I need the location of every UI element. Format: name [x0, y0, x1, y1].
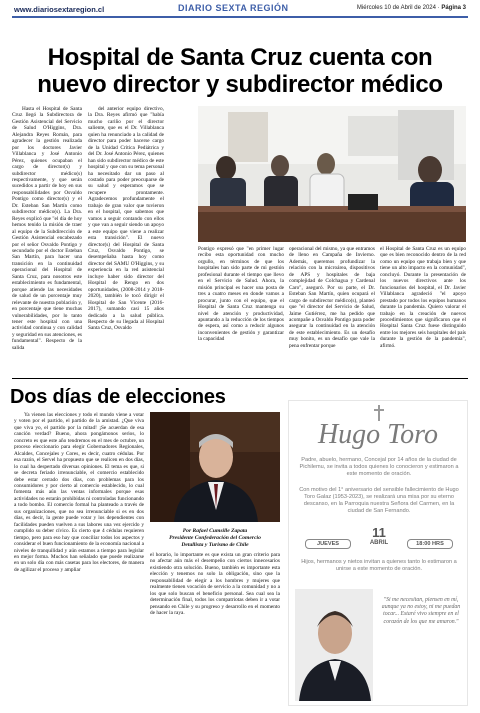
mass-weekday: JUEVES — [305, 539, 351, 549]
paper-name: DIARIO SEXTA REGIÓN — [178, 3, 289, 13]
mass-month: ABRIL — [369, 540, 389, 546]
section-divider — [12, 378, 468, 379]
article1-column-3: Pontigo expresó que "en primer lugar recibo esta oportunidad con mucho orgullo, en términos de que los hospitales han sido parte de mi gestión profesional durante el tiempo que llevo en el Servicio de Salud. Ahora, la misión principal es hacer una posta de tres a cuatro meses en donde vamos a procurar, junto con el equipo, que el Hospital de Santa Cruz mantenga su nivel de atención y productividad, apuntando a la reducción de los tiempos de espera, así como a reducir algunos inconvenientes de gestión y garantizar la capacidad — [198, 246, 284, 343]
article1-column-5: el Hospital de Santa Cruz es un equipo que es bien reconocido dentro de la red como un equipo que trabaja bien y que tiene un alto impacto en la comunidad", concluyó. Durante la presentación de los nuevos directivos ante los funcionarios del hospital, el Dr. Javier Villablanca agradeció "el apoyo prestado por todos los equipos humanos durante la pandemia. Quiero valorar el trabajo en la creación de nuevos procedimientos que significaron que el Hospital Santa Cruz fuese distinguido entre los mejores seis hospitales del país durante la gestión de la pandemia", afirmó. — [380, 246, 466, 349]
author-caption — [150, 528, 280, 549]
author-photo — [150, 412, 280, 522]
header-rule — [12, 16, 468, 18]
author-name: Por Rafael Cumsille Zapata — [182, 528, 248, 534]
article1-headline-line2: nuevo director y subdirector médico — [37, 71, 443, 98]
obituary-name: Hugo Toro — [317, 419, 439, 450]
author-title-1: Presidente Confederación del Comercio — [169, 535, 261, 541]
article1-headline-line1: Hospital de Santa Cruz cuenta con — [47, 44, 433, 71]
site-url[interactable]: www.diariosextaregion.cl — [14, 5, 105, 14]
obituary-closing: Hijos, hermanos y nietos invitan a quienes tanto lo estimaron a unirse a este momento de oración. — [301, 559, 457, 572]
deceased-photo — [295, 589, 373, 701]
issue-date: Miércoles 10 de Abril de 2024 · Página 3 — [356, 5, 466, 11]
author-title-2: Detallista y Turismo de Chile — [181, 542, 249, 548]
obituary-mass-notice: Con motivo del 1° aniversario del sensible fallecimiento de Hugo Toro Galaz (1953-2023), se realizará una misa por su eterno descanso, en la Parroquia nuestra Señora del Carmen, en la ciudad de San Fernando. — [299, 487, 459, 514]
meeting-photo — [198, 106, 466, 242]
article1-column-1: Hasta el Hospital de Santa Cruz llegó la Subdirectora de Gestión Asistencial del Servicio de Salud O'Higgins, Dra. Alejandra Reyes Román, para agradecer la gestión realizada por los doctores Javier Villablanca y José Antonio Pérez, quienes ocupaban el cargo de director(s) y subdirector médico(s) respectivamente, y que serán sucedidos a partir de hoy en sus responsabilidades por Osvaldo Pontigo como director(s) y el Dr. Esteban San Martín como subdirector médico(s). La Dra. Reyes explicó que "el día de hoy hemos tenido la misión de traer al equipo de la Subdirección de Gestión Asistencial encabezado por el señor Osvaldo Pontigo y secundado por el doctor Esteban San Martín, para hacer una transición en la continuidad operacional del Hospital de Santa Cruz, para nosotros este establecimiento es fundamental, porque atiende las necesidades de salud de un porcentaje muy relevante de nuestra población y, en porcentaje que tiene muchas vulnerabilidades, por lo tanto tener este hospital con una actividad continua y con calidad y seguridad en sus atenciones, es fundamental". Respecto de la salida — [12, 106, 82, 351]
article1-column-2: del anterior equipo directivo, la Dra. Reyes afirmó que "había mucho cariño por el director saliente, que es el Dr. Villablanca quien ha renunciado a la calidad de director para poder hacerse cargo de la Unidad Crítica Pediátrica y del Dr. José Antonio Pérez, quienes han sido subdirector médico de este hospital y que con su tema personal ha necesitado dar un paso al costado para poder preocuparse de su salud y esperamos que se recupere prontamente. Agradecemos profundamente el trabajo de gran valor que tuvieron en el hospital, que sabemos que vamos a seguir contando con ellos y que van a seguir siendo un apoyo a este equipo que viene a realizar esta transición". El nuevo director(s) del Hospital de Santa Cruz, Osvaldo Pontigo, se desempeñaba hasta hoy como director del SAMU O'Higgins, y su experiencia en la red asistencial incluye haber sido director del Hospital de Rengo en dos oportunidades, (2008-2014 y 2018-2020), también le tocó dirigir el Hospital de San Vicente (2016-2017), sumando casi 15 años dedicado a la salud pública. Respecto de su llegada al Hospital Santa Cruz, Osvaldo — [88, 106, 164, 332]
mass-schedule — [297, 525, 461, 555]
article2-headline: Dos días de elecciones — [10, 386, 226, 408]
article2-column-2: el horario, lo importante es que exista un gran criterio para no afectar aún más el desempeño con ciertos innecesarios existiendo otra solución. Bueno, también es importante esta elección y tenemos no solo la obligación, sino que la responsabilidad de elegir a los hombres y mujeres que realmente tienen vocación de servicio a la comunidad y no a los que solo buscan el beneficio personal. Sea cual sea la determinación final, todos los compatriotas deben ir a votar pensando en Chile y su progreso y desarrollo en el momento de hacer la raya. — [150, 552, 280, 617]
obituary-quote: "Si me necesitan, piensen en mí, aunque ya no estoy, ni me puedan tocar... Estaré vivo siempre en el corazón de los que me amaron." — [381, 597, 461, 625]
obituary-intro: Padre, abuelo, hermano, Concejal por 14 años de la ciudad de Pichilemu, se invita a todos quienes lo conocieron y estimaron a este momento de oración. — [299, 457, 459, 477]
mass-day-number: 11 — [372, 525, 386, 540]
obituary-notice — [288, 400, 468, 706]
article2-column-1: Ya vienen las elecciones y todo el mundo viene a votar y voten por el partido, el partido de la amistad. ¿Que viva que viva yo, el partido por la mitad! ¡Se acuerdan de esa canción verdad? Bueno, ahora pongámonos serios, lo concreto es que este año tendremos en el mes de octubre, un proceso eleccionario para elegir Gobernadores Regionales, Alcaldes, Concejales y Cores, es decir, cuatro cédulas. Por esa razón, el Servel ha propuesto que se realicen en dos días, lo cual ha despertado diversas opiniones. El tema es que, si se decreta feriado irrenunciable, el comercio establecido debe estar cerrado dos días, con problemas para los consumidores y por cierto al comercio establecido, lo cual fomenta más aún las ventas informales porque esas actividades no estarán prohibidas ni controladas funcionando a todo bombo. El comercio formal ha planteado a través de sus organizaciones, que no sea irrenunciable si es en dos días, es decir, la gente puede votar y los dependientes con facilidades pueden vuelven a sus labores una vez ejercido y cumplido su deber cívico. Es cierto que 4 cédulas requieren tiempo, pero para eso hay que conciliar todos los aspectos y considerar el buen funcionamiento de la economía nacional a niveles de tranquilidad y aún estamos a tiempo para legislar en mejor forma. Muchos han señalado que puede realizarse en un solo día con más casetas para los electores, de manera de agilizar el proceso y ampliar — [14, 412, 144, 573]
mass-time: 18:00 HRS — [407, 539, 453, 549]
article1-column-4: operacional del mismo, ya que entramos de lleno en Campaña de Invierno. Además, queremos profundizar la relación con la microárea, dispositivos de APS y hospitales de baja complejidad de Colchagua y Cardenal Caro", aseguró. Por su parte, el Dr. Esteban San Martín, quien ocupará el cargo de subdirector médico(s), planteó que "el director del Servicio de Salud, Jaime Gutiérrez, me ha pedido que acompañe a Osvaldo Pontigo para poder asegurar la continuidad en la atención de este establecimiento. Es un desafío muy bonito, es un desafío que vale la pena enfrentar porque — [289, 246, 375, 349]
page-number: Página 3 — [441, 5, 466, 11]
